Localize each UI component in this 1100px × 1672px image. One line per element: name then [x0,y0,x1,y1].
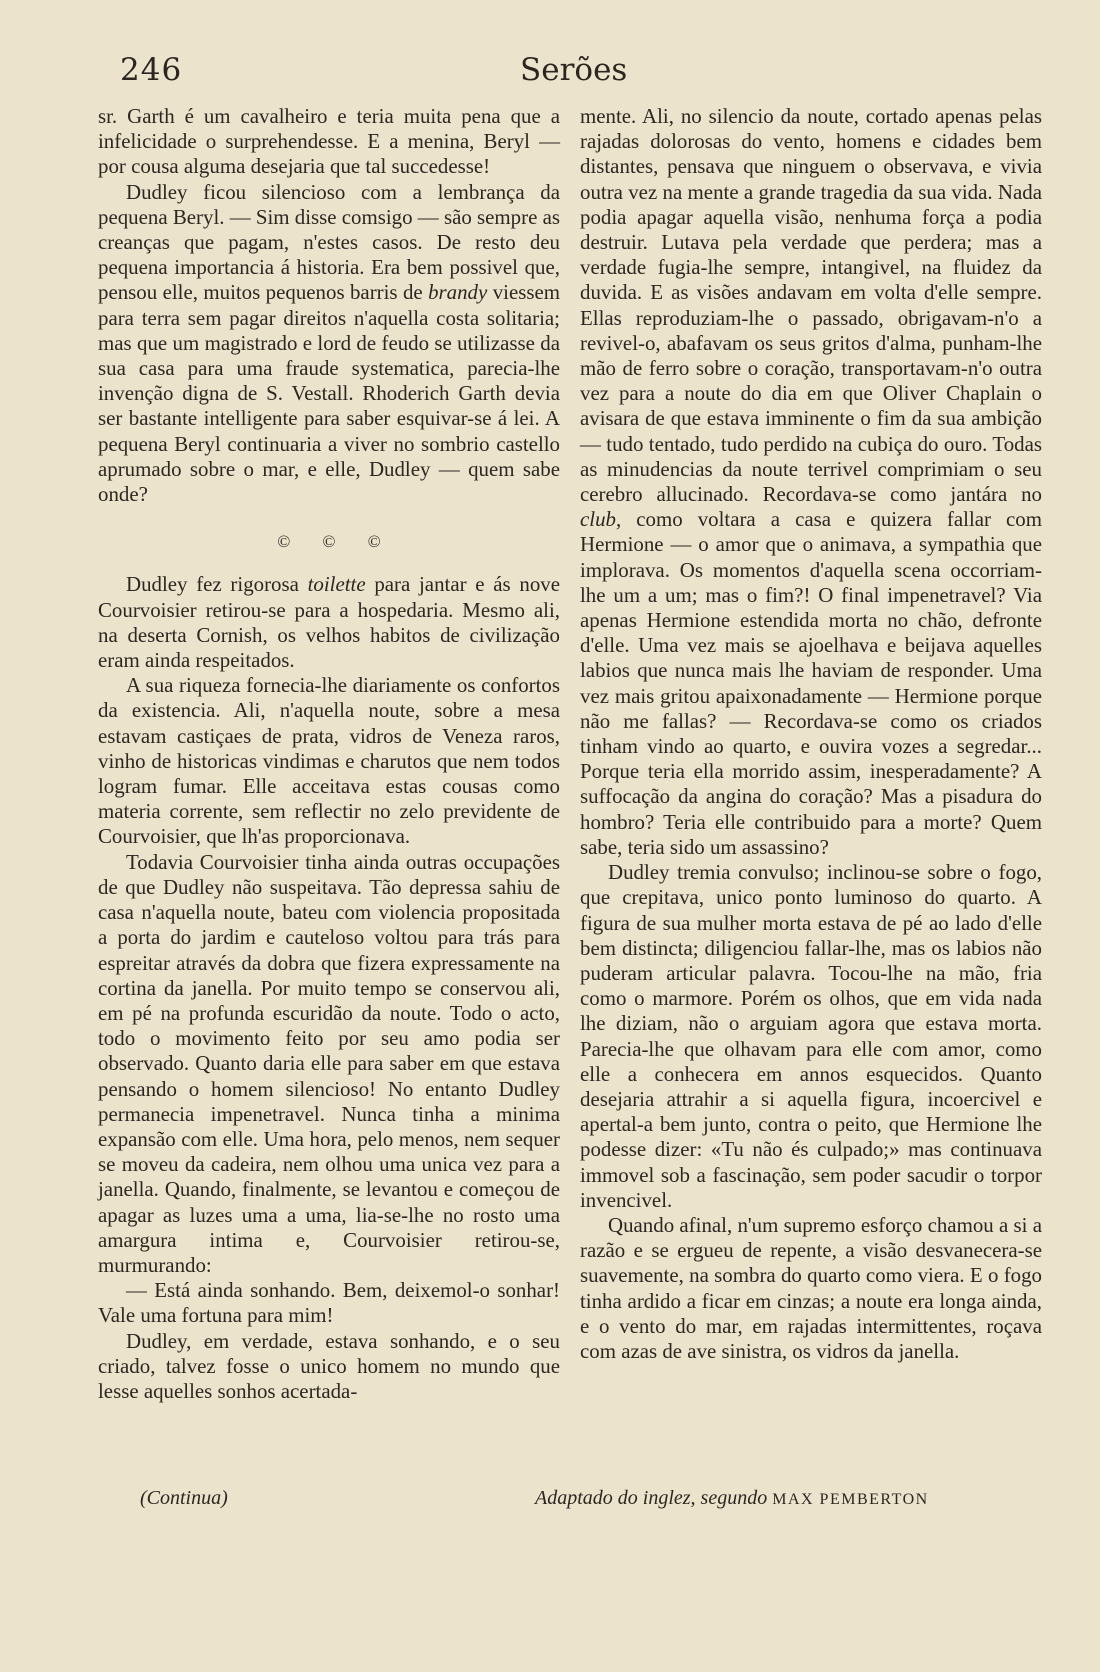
paragraph: mente. Ali, no silencio da noute, cortado apenas pelas rajadas dolorosas do vento, homens e cidades bem distantes, pensava que ninguem o observava, e vivia outra vez na mente a grande tragedia da sua vida. Nada podia apagar aquella visão, nenhuma força a podia destruir. Lutava pela verdade que perdera; mas a verdade fugia-lhe sempre, intangivel, na fluidez da duvida. E as visões andavam em volta d'elle sempre. Ellas reproduziam-lhe o passado, obrigavam-n'o a revivel-o, abafavam os seus gritos d'alma, punham-lhe mão de ferro sobre o coração, transportavam-n'o outra vez para a noute do dia em que Oliver Chaplain o avisara de que estava imminente o fim da sua ambição — tudo tentado, tudo perdido na cubiça do ouro. Todas as minudencias da noute terrivel comprimiam o seu cerebro allucinado. Recordava-se como jantára no club, como voltara a casa e quizera fallar com Hermione — o amor que o animava, a sympathia que implorava. Os momentos d'aquella scena occorriam-lhe um a um; mas o fim?! O final impenetravel? Via apenas Hermione estendida morta no chão, defronte d'elle. Uma vez mais se ajoelhava e beijava aquelles labios que nunca mais lhe haviam de responder. Uma vez mais gritou apaixonadamente — Hermione porque não me fallas? — Recordava-se como os criados tinham vindo ao quarto, e ouvira vozes a segredar... Porque teria ella morrido assim, inesperadamente? A suffocação da angina do coração? Mas a pisadura do hombro? Teria elle contribuido para a morte? Quem sabe, teria sido um assassino? [580,104,1042,859]
right-column [580,104,1042,1364]
section-ornament: © © © [277,532,395,552]
paragraph: sr. Garth é um cavalheiro e teria muita pena que a infelicidade o surprehendesse. E a menina, Beryl — por cousa alguma desejaria que tal succedesse! [98,104,560,179]
paragraph: Dudley tremia convulso; inclinou-se sobre o fogo, que crepitava, unico ponto luminoso do quarto. A figura de sua mulher morta estava de pé ao lado d'elle bem distincta; diligenciou fallar-lhe, mas os labios não puderam articular palavra. Tocou-lhe na mão, fria como o marmore. Porém os olhos, que em vida nada lhe diziam, não o arguiam agora que estava morta. Parecia-lhe que olhavam para elle com amor, como elle a conhecera em annos esquecidos. Quanto desejaria attrahir a si aquella figura, incoercivel e apertal-a bem junto, contra o peito, que Hermione lhe podesse dizer: «Tu não és culpado;» mas continuava immovel sob a fascinação, sem poder sacudir o torpor invencivel. [580,860,1042,1212]
adaptation-credit: Adaptado do inglez, segundo MAX PEMBERTON [535,1487,929,1509]
running-title: Serões [520,52,628,88]
paragraph: Dudley ficou silencioso com a lembrança da pequena Beryl. — Sim disse comsigo — são sempre as creanças que pagam, n'estes casos. De resto deu pequena importancia á historia. Era bem possivel que, pensou elle, muitos pequenos barris de brandy viessem para terra sem pagar direitos n'aquella costa solitaria; mas que um magistrado e lord de feudo se utilizasse da sua casa para uma fraude systematica, parecia-lhe invenção digna de S. Vestall. Rhoderich Garth devia ser bastante intelligente para saber esquivar-se á lei. A pequena Beryl continuaria a viver no sombrio castello aprumado sobre o mar, e elle, Dudley — quem sabe onde? [98,179,560,507]
left-column [98,104,560,1404]
paragraph: Todavia Courvoisier tinha ainda outras occupações de que Dudley não suspeitava. Tão depressa sahiu de casa n'aquella noute, bateu com violencia propositada a porta do jardim e cauteloso voltou para trás para espreitar através da dobra que fizera expressamente na cortina da janella. Por muito tempo se conservou ali, em pé na profunda escuridão da noute. Todo o acto, todo o movimento feito por seu amo podia ser observado. Quanto daria elle para saber em que estava pensando o homem silencioso! No entanto Dudley permanecia impenetravel. Nunca tinha a minima expansão com elle. Uma hora, pelo menos, nem sequer se moveu da cadeira, nem olhou uma unica vez para a janella. Quando, finalmente, se levantou e começou de apagar as luzes uma a uma, lia-se-lhe no rosto uma amargura intima e, Courvoisier retirou-se, murmurando: [98,849,560,1277]
page-number: 246 [120,52,183,88]
paragraph: A sua riqueza fornecia-lhe diariamente os confortos da existencia. Ali, n'aquella noute, sobre a mesa estavam castiçaes de prata, vidros de Veneza raros, vinho de historicas vindimas e charutos que nem todos logram fumar. Elle acceitava estas cousas como materia corrente, sem reflectir no zelo previdente de Courvoisier, que lh'as proporcionava. [98,673,560,849]
italic-word: toilette [307,572,366,597]
paragraph: Quando afinal, n'um supremo esforço chamou a si a razão e se ergueu de repente, a visão desvanecera-se suavemente, na sombra do quarto como viera. E o fogo tinha ardido a ficar em cinzas; a noute era longa ainda, e o vento do mar, em rajadas intermittentes, roçava com azas de ave sinistra, os vidros da janella. [580,1212,1042,1363]
italic-word: brandy [428,280,488,305]
paragraph: Dudley fez rigorosa toilette para jantar e ás nove Courvoisier retirou-se para a hospedaria. Mesmo ali, na deserta Cornish, os velhos habitos de civilização eram ainda respeitados. [98,572,560,673]
page-header [0,52,1100,96]
italic-word: club [580,507,616,532]
continued-note: (Continua) [140,1487,228,1509]
paragraph: Dudley, em verdade, estava sonhando, e o seu criado, talvez fosse o unico homem no mundo que lesse aquelles sonhos acertada- [98,1328,560,1403]
author-name: MAX PEMBERTON [772,1491,929,1508]
page-footer [0,1487,1100,1517]
paragraph: — Está ainda sonhando. Bem, deixemol-o sonhar! Vale uma fortuna para mim! [98,1278,560,1328]
